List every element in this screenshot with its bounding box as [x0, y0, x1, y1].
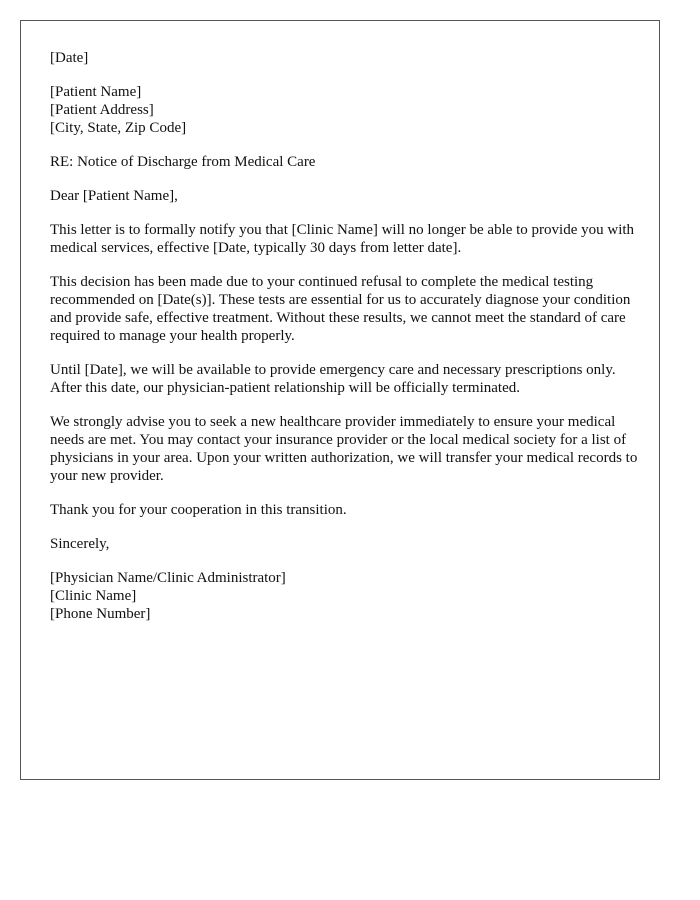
subject-line: RE: Notice of Discharge from Medical Care	[50, 154, 316, 170]
subject-line-block	[50, 153, 640, 171]
letter-date: [Date]	[50, 50, 89, 66]
paragraph-interim-care: Until [Date], we will be available to provide emergency care and necessary prescriptions only. After this date, our physician-patient relationship will be officially terminated.	[50, 362, 616, 396]
letter-page	[20, 20, 660, 780]
paragraph-notice: This letter is to formally notify you that [Clinic Name] will no longer be able to provide you with medical services, effective [Date, typically 30 days from letter date].	[50, 222, 635, 256]
signature-phone: [Phone Number]	[50, 606, 151, 622]
paragraph-thanks: Thank you for your cooperation in this transition.	[50, 502, 347, 518]
paragraph-advice: We strongly advise you to seek a new healthcare provider immediately to ensure your medical needs are met. You may contact your insurance provider or the local medical society for a list of physicians in your area. Upon your written authorization, we will transfer your medical records to your new provider.	[50, 414, 638, 484]
salutation: Dear [Patient Name],	[50, 188, 178, 204]
recipient-address: [Patient Address]	[50, 102, 154, 118]
closing: Sincerely,	[50, 536, 110, 552]
recipient-address-block	[50, 83, 640, 137]
paragraph-reason: This decision has been made due to your continued refusal to complete the medical testing recommended on [Date(s)]. These tests are essential for us to accurately diagnose your condition and provide safe, effective treatment. Without these results, we cannot meet the standard of care required to manage your health properly.	[50, 274, 631, 344]
signature-clinic: [Clinic Name]	[50, 588, 137, 604]
closing-block	[50, 535, 640, 553]
signature-name: [Physician Name/Clinic Administrator]	[50, 570, 286, 586]
salutation-block	[50, 187, 640, 205]
letter-date-block	[50, 49, 640, 67]
signature-block	[50, 569, 640, 623]
letter-body	[50, 49, 640, 639]
recipient-city-state-zip: [City, State, Zip Code]	[50, 120, 187, 136]
recipient-name: [Patient Name]	[50, 84, 142, 100]
